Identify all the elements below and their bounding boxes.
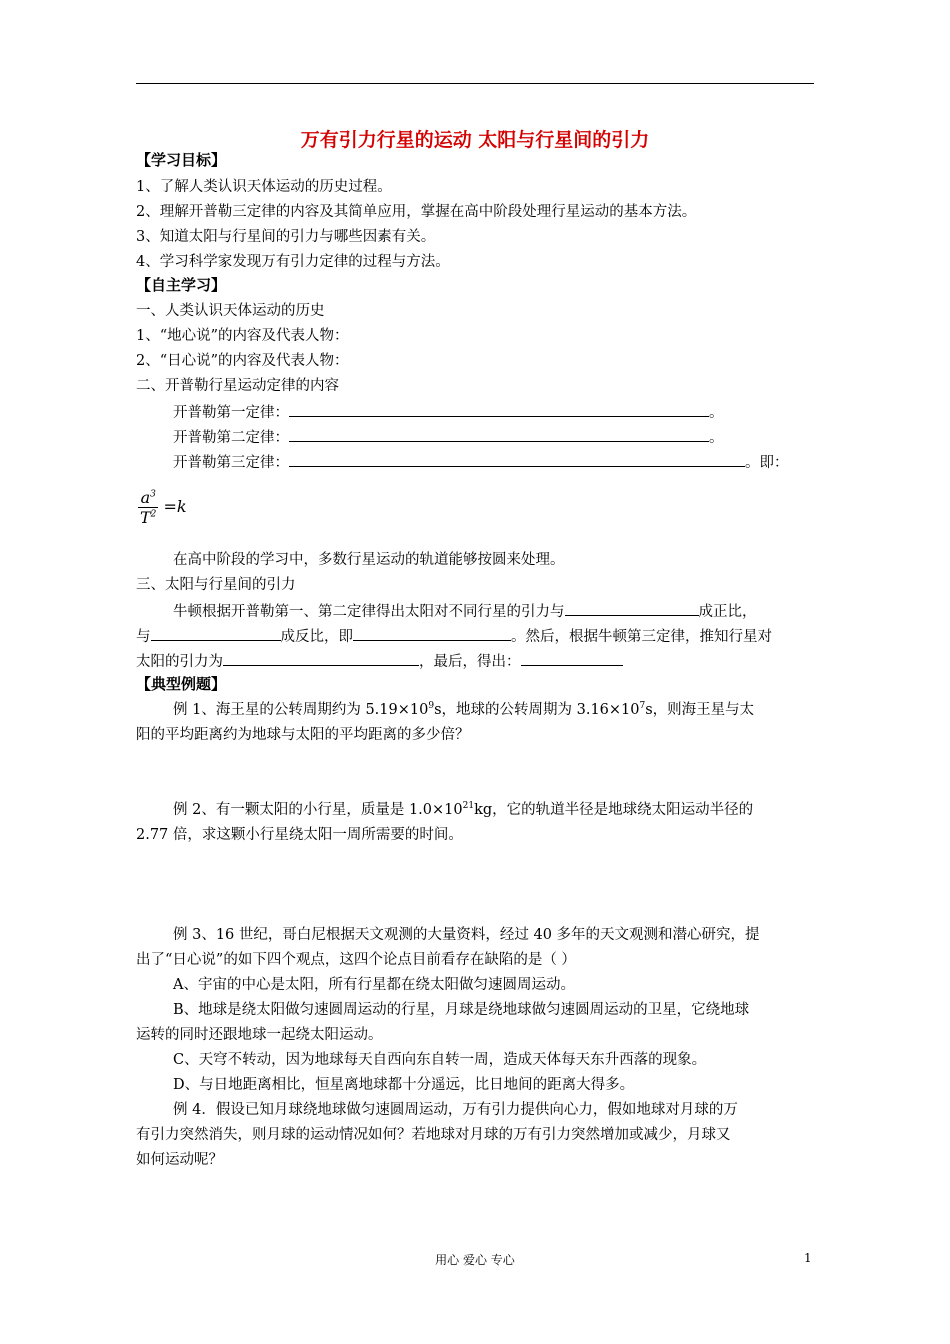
kepler-law-1-label: 开普勒第一定律： xyxy=(173,405,289,421)
formula-exponent: 2 xyxy=(150,509,157,520)
example-3-line-2: 出了“日心说”的如下四个观点，这四个论点目前看存在缺陷的是（ ） xyxy=(136,952,576,968)
header-rule xyxy=(136,83,814,84)
formula-rhs: =k xyxy=(163,497,187,516)
heliocentric-question: 2、“日心说”的内容及代表人物： xyxy=(136,353,349,369)
text: 例 1、海王星的公转周期约为 5.19×10 xyxy=(173,702,429,718)
gravity-paragraph-line-3 xyxy=(136,650,814,672)
text: kg，它的轨道半径是地球绕太阳运动半径的 xyxy=(474,802,754,818)
exponent: 7 xyxy=(639,701,646,712)
punctuation: 。 xyxy=(709,405,724,421)
option-d: D、与日地距离相比，恒星离地球都十分遥远，比日地间的距离大得多。 xyxy=(173,1077,635,1093)
section-3-heading: 三、太阳与行星间的引力 xyxy=(136,577,296,593)
goals-header: 【学习目标】 xyxy=(136,151,227,169)
example-1-line-2: 阳的平均距离约为地球与太阳的平均距离的多少倍？ xyxy=(136,727,470,743)
text: 与 xyxy=(136,629,151,645)
kepler-law-1-blank[interactable] xyxy=(289,401,709,417)
example-4-line-3: 如何运动呢？ xyxy=(136,1152,223,1168)
text: 成反比，即 xyxy=(280,629,353,645)
kepler-law-2-blank[interactable] xyxy=(289,426,709,442)
gravity-paragraph-line-2 xyxy=(136,625,814,647)
formula-numerator: a xyxy=(140,488,151,507)
kepler-law-1 xyxy=(136,401,851,423)
example-2-line-1 xyxy=(136,800,851,820)
option-b-line-2: 运转的同时还跟地球一起绕太阳运动。 xyxy=(136,1027,383,1043)
punctuation: 。即： xyxy=(745,455,789,471)
example-1-line-1 xyxy=(136,700,851,720)
text: 成正比， xyxy=(698,604,757,620)
kepler-law-2-label: 开普勒第二定律： xyxy=(173,430,289,446)
text: 例 2、有一颗太阳的小行星，质量是 1.0×10 xyxy=(173,802,463,818)
gravity-paragraph-line-1 xyxy=(136,600,851,622)
planet-force-blank[interactable] xyxy=(223,650,419,666)
text: 太阳的引力为 xyxy=(136,654,223,670)
kepler-law-2 xyxy=(136,426,851,448)
section-1-heading: 一、人类认识天体运动的历史 xyxy=(136,303,325,319)
goal-item: 2、理解开普勒三定律的内容及其简单应用，掌握在高中阶段处理行星运动的基本方法。 xyxy=(136,204,697,220)
formula-exponent: 3 xyxy=(150,489,156,500)
result-blank[interactable] xyxy=(521,650,623,666)
option-a: A、宇宙的中心是太阳，所有行星都在绕太阳做匀速圆周运动。 xyxy=(173,977,575,993)
option-c: C、天穹不转动，因为地球每天自西向东自转一周，造成天体每天东升西落的现象。 xyxy=(173,1052,707,1068)
goal-item: 3、知道太阳与行星间的引力与哪些因素有关。 xyxy=(136,229,436,245)
text: 牛顿根据开普勒第一、第二定律得出太阳对不同行星的引力与 xyxy=(173,604,565,620)
example-3-line-1: 例 3、16 世纪，哥白尼根据天文观测的大量资料，经过 40 多年的天文观测和潜心研究，提 xyxy=(173,927,760,943)
expression-blank[interactable] xyxy=(353,625,511,641)
exponent: 21 xyxy=(462,801,475,812)
formula-fraction xyxy=(138,488,158,527)
page-title: 万有引力行星的运动 太阳与行星间的引力 xyxy=(300,129,650,151)
footer-motto: 用心 爱心 专心 xyxy=(435,1253,515,1267)
text: s，地球的公转周期为 3.16×10 xyxy=(434,702,640,718)
example-4-line-1: 例 4．假设已知月球绕地球做匀速圆周运动，万有引力提供向心力，假如地球对月球的万 xyxy=(173,1102,738,1118)
kepler-law-3-label: 开普勒第三定律： xyxy=(173,455,289,471)
text: 。然后，根据牛顿第三定律，推知行星对 xyxy=(511,629,772,645)
text: ，最后，得出： xyxy=(419,654,521,670)
exponent: 9 xyxy=(428,701,435,712)
example-4-line-2: 有引力突然消失，则月球的运动情况如何？若地球对月球的万有引力突然增加或减少，月球又 xyxy=(136,1127,731,1143)
option-b-line-1: B、地球是绕太阳做匀速圆周运动的行星，月球是绕地球做匀速圆周运动的卫星，它绕地球 xyxy=(173,1002,750,1018)
circle-note: 在高中阶段的学习中，多数行星运动的轨道能够按圆来处理。 xyxy=(173,552,565,568)
example-2-line-2: 2.77 倍，求这颗小行星绕太阳一周所需要的时间。 xyxy=(136,827,463,843)
section-2-heading: 二、开普勒行星运动定律的内容 xyxy=(136,378,339,394)
examples-header: 【典型例题】 xyxy=(136,675,227,693)
geocentric-question: 1、“地心说”的内容及代表人物： xyxy=(136,328,349,344)
proportional-blank[interactable] xyxy=(565,600,699,616)
self-study-header: 【自主学习】 xyxy=(136,276,227,294)
kepler-law-3-blank[interactable] xyxy=(289,451,745,467)
goal-item: 1、了解人类认识天体运动的历史过程。 xyxy=(136,179,392,195)
formula-denominator: T xyxy=(140,508,151,527)
punctuation: 。 xyxy=(709,430,724,446)
kepler-formula xyxy=(138,488,187,527)
page-number: 1 xyxy=(804,1251,812,1265)
goal-item: 4、学习科学家发现万有引力定律的过程与方法。 xyxy=(136,254,450,270)
text: s，则海王星与太 xyxy=(645,702,755,718)
kepler-law-3 xyxy=(136,451,851,473)
inverse-blank[interactable] xyxy=(151,625,281,641)
